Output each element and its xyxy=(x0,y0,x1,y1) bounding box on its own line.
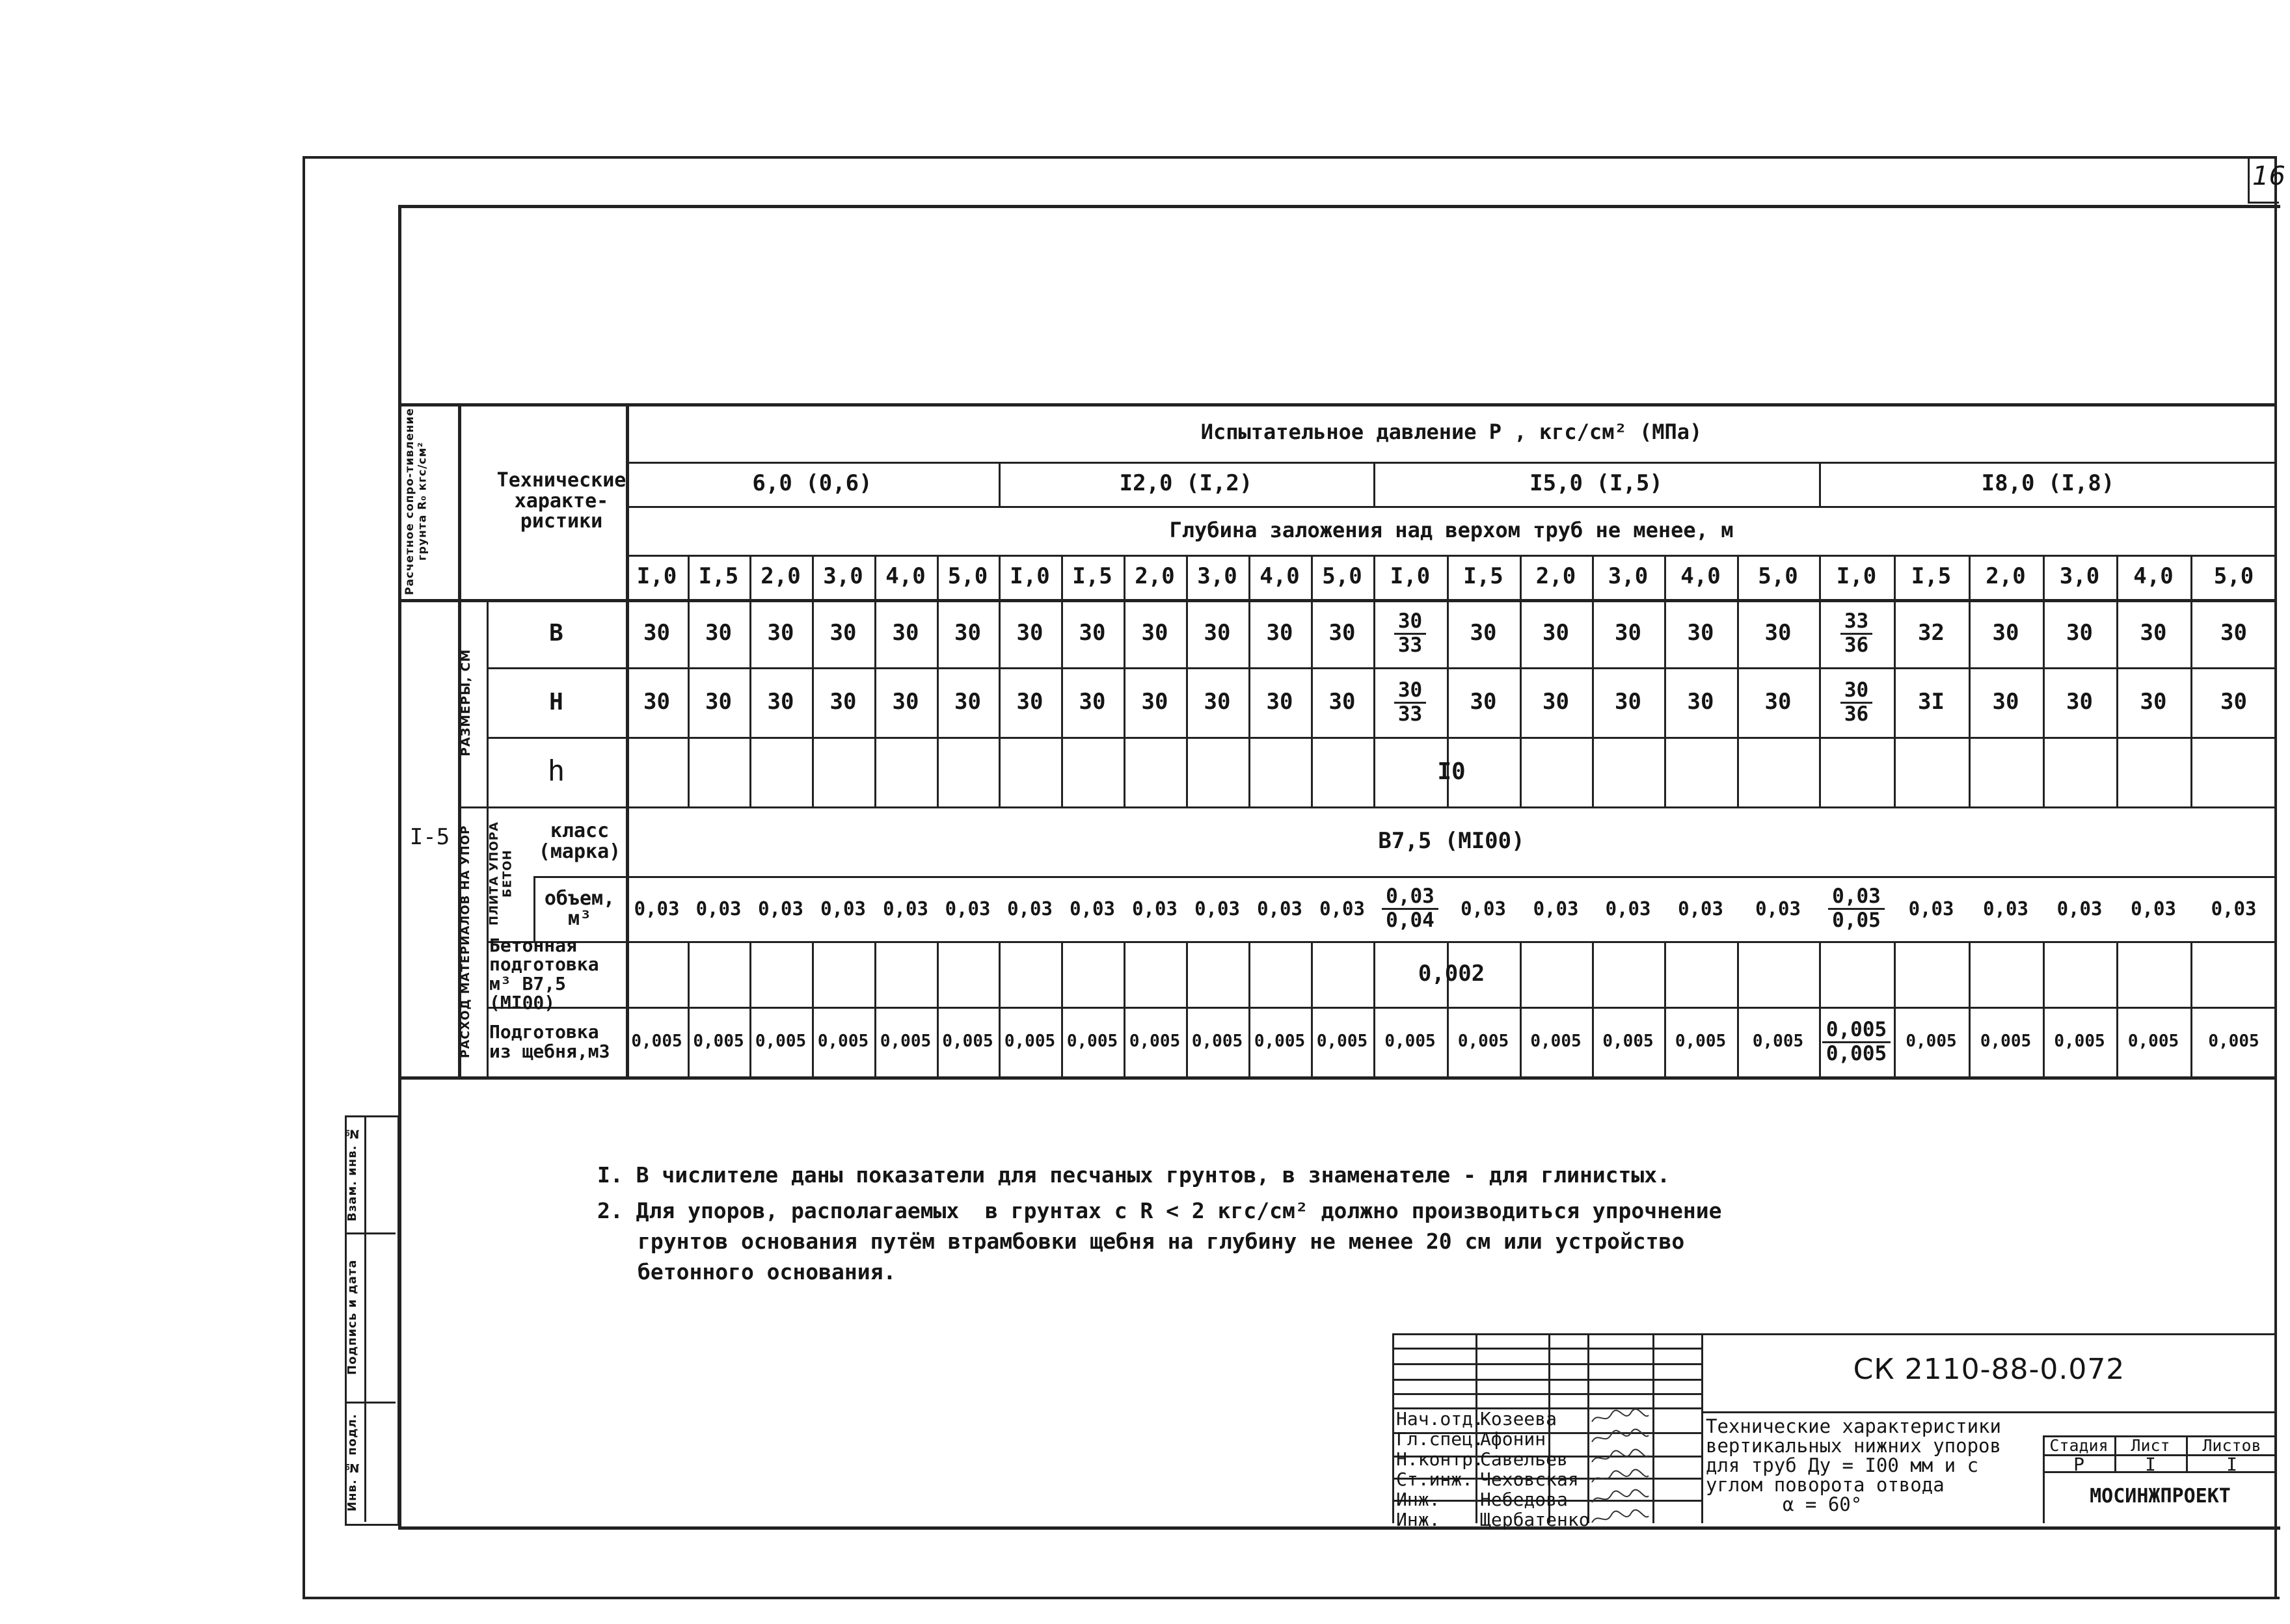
tb-name-5: Щербатенко xyxy=(1480,1509,1590,1530)
row_H-cell-19: 3I xyxy=(1918,688,1945,715)
depth-value-14: 2,0 xyxy=(1535,563,1576,590)
tb-role-1: Гл.спец. xyxy=(1396,1428,1484,1450)
row_H-cell-12 xyxy=(1373,667,1447,737)
row_volume-cell-22: 0,03 xyxy=(2131,897,2176,920)
row-hsmall-value: I0 xyxy=(1437,758,1466,785)
row_gravel-cell-9: 0,005 xyxy=(1191,1031,1243,1051)
soil-resistance-header: Расчетное сопро-тивление грунта R₀ кгс/см² xyxy=(403,407,429,595)
row_volume-cell-8: 0,03 xyxy=(1132,897,1178,920)
row_B-cell-7: 30 xyxy=(1079,619,1106,646)
row_H-cell-6: 30 xyxy=(1016,688,1044,715)
replace-inv-label: Взам. инв. № xyxy=(345,1126,359,1222)
depth-value-20: 2,0 xyxy=(1986,563,2026,590)
row_B-cell-21: 30 xyxy=(2066,619,2093,646)
row_H-cell-9: 30 xyxy=(1204,688,1231,715)
row_H-denominator-12: 33 xyxy=(1397,702,1423,726)
row_B-cell-15: 30 xyxy=(1615,619,1641,646)
row_volume-cell-9: 0,03 xyxy=(1194,897,1240,920)
depth-value-13: I,5 xyxy=(1463,563,1503,590)
depth-value-9: 3,0 xyxy=(1197,563,1237,590)
depth-value-11: 5,0 xyxy=(1322,563,1362,590)
sheet-value: I xyxy=(2145,1454,2156,1475)
row_H-cell-22: 30 xyxy=(2140,688,2167,715)
row-hsmall-label: h xyxy=(547,754,565,788)
row_gravel-cell-8: 0,005 xyxy=(1129,1031,1181,1051)
row_B-cell-22: 30 xyxy=(2140,619,2167,646)
note-2-line-1: 2. Для упоров, располагаемых в грунтах с R < 2 кгс/см² должно производиться упрочнение xyxy=(597,1198,1722,1223)
stage-label: Стадия xyxy=(2049,1436,2108,1455)
row_gravel-cell-23: 0,005 xyxy=(2208,1031,2259,1051)
row_H-cell-16: 30 xyxy=(1687,688,1714,715)
sign-date-label: Подпись и дата xyxy=(345,1259,359,1375)
row_volume-cell-3: 0,03 xyxy=(820,897,866,920)
row_B-cell-0: 30 xyxy=(643,619,670,646)
row_volume-fraction-12 xyxy=(1382,886,1438,931)
row_H-cell-2: 30 xyxy=(767,688,794,715)
row_volume-cell-19: 0,03 xyxy=(1908,897,1954,920)
tb-title-2: вертикальных нижних упоров xyxy=(1706,1435,2001,1457)
table-bottom-line xyxy=(401,1076,2277,1080)
row_H-cell-17: 30 xyxy=(1764,688,1792,715)
tb-col-line-3 xyxy=(1652,1333,1654,1523)
depth-value-1: I,5 xyxy=(698,563,739,590)
depth-value-16: 4,0 xyxy=(1680,563,1721,590)
pressure-group-2: I5,0 (I,5) xyxy=(1529,470,1663,497)
soil-value: I-5 xyxy=(409,824,450,851)
sheet-label: Лист xyxy=(2131,1436,2170,1455)
row_B-cell-4: 30 xyxy=(892,619,919,646)
sheets-label: Листов xyxy=(2202,1436,2261,1455)
doc-code: СК 2110-88-0.072 xyxy=(1853,1353,2125,1386)
depth-value-3: 3,0 xyxy=(823,563,863,590)
row_B-cell-17: 30 xyxy=(1764,619,1792,646)
row_H-numerator-18: 30 xyxy=(1840,680,1872,704)
row_gravel-cell-19: 0,005 xyxy=(1906,1031,1957,1051)
row_H-cell-0: 30 xyxy=(643,688,670,715)
row_volume-denominator-18: 0,05 xyxy=(1832,909,1881,932)
tb-top xyxy=(1392,1333,2277,1335)
tb-name-4: Небедова xyxy=(1480,1489,1568,1510)
row_B-cell-8: 30 xyxy=(1141,619,1168,646)
row_gravel-denominator-18: 0,005 xyxy=(1825,1041,1887,1065)
row_gravel-cell-10: 0,005 xyxy=(1254,1031,1306,1051)
row_volume-cell-13: 0,03 xyxy=(1461,897,1506,920)
row_gravel-cell-13: 0,005 xyxy=(1457,1031,1509,1051)
row_H-cell-15: 30 xyxy=(1615,688,1641,715)
row_B-cell-9: 30 xyxy=(1204,619,1231,646)
row_gravel-cell-18 xyxy=(1819,1007,1894,1076)
row_H-cell-11: 30 xyxy=(1328,688,1356,715)
depth-value-4: 4,0 xyxy=(885,563,926,590)
tb-code-line xyxy=(1701,1411,2277,1413)
row_B-cell-18 xyxy=(1819,599,1894,667)
row_volume-fraction-18 xyxy=(1828,886,1885,931)
row_volume-cell-6: 0,03 xyxy=(1007,897,1053,920)
row_gravel-cell-2: 0,005 xyxy=(755,1031,807,1051)
row_H-cell-3: 30 xyxy=(829,688,857,715)
row_volume-cell-2: 0,03 xyxy=(758,897,803,920)
row_gravel-cell-6: 0,005 xyxy=(1004,1031,1056,1051)
sheets-value: I xyxy=(2226,1454,2237,1475)
signature-3 xyxy=(1589,1468,1650,1487)
row_gravel-cell-16: 0,005 xyxy=(1675,1031,1727,1051)
depth-value-6: I,0 xyxy=(1010,563,1050,590)
row_volume-cell-12 xyxy=(1373,876,1447,941)
row_H-numerator-12: 30 xyxy=(1394,680,1426,704)
inv-no-label: Инв. № подл. xyxy=(345,1413,359,1512)
row_B-cell-13: 30 xyxy=(1470,619,1497,646)
row-volume-label: объем, м³ xyxy=(544,886,615,930)
tb-row-line-0 xyxy=(1392,1348,1701,1350)
row_B-cell-10: 30 xyxy=(1266,619,1293,646)
row_H-cell-8: 30 xyxy=(1141,688,1168,715)
row_volume-cell-0: 0,03 xyxy=(634,897,680,920)
row_gravel-cell-15: 0,005 xyxy=(1602,1031,1654,1051)
row_volume-denominator-12: 0,04 xyxy=(1386,909,1435,932)
row_volume-cell-15: 0,03 xyxy=(1605,897,1651,920)
row_B-cell-2: 30 xyxy=(767,619,794,646)
depth-value-19: I,5 xyxy=(1911,563,1952,590)
depth-value-22: 4,0 xyxy=(2133,563,2174,590)
group-materials-label: РАСХОД МАТЕРИАЛОВ НА УПОР xyxy=(459,825,472,1058)
row_volume-cell-11: 0,03 xyxy=(1319,897,1365,920)
row_gravel-numerator-18: 0,005 xyxy=(1822,1019,1891,1043)
row_H-cell-1: 30 xyxy=(705,688,732,715)
row_gravel-cell-1: 0,005 xyxy=(693,1031,744,1051)
row_H-fraction-18 xyxy=(1840,680,1872,725)
stage-value: Р xyxy=(2073,1454,2084,1475)
row_gravel-cell-22: 0,005 xyxy=(2127,1031,2179,1051)
tb-row-line-2 xyxy=(1392,1379,1701,1381)
row_H-cell-14: 30 xyxy=(1542,688,1569,715)
row_B-cell-23: 30 xyxy=(2220,619,2247,646)
row_gravel-cell-7: 0,005 xyxy=(1066,1031,1118,1051)
depth-value-15: 3,0 xyxy=(1608,563,1649,590)
signature-4 xyxy=(1589,1488,1650,1508)
row_volume-cell-23: 0,03 xyxy=(2211,897,2257,920)
row_gravel-cell-5: 0,005 xyxy=(942,1031,993,1051)
row_B-fraction-18 xyxy=(1840,611,1872,656)
row_H-denominator-18: 36 xyxy=(1844,702,1869,726)
signature-0 xyxy=(1589,1407,1650,1427)
depth-header: Глубина заложения над верхом труб не менее, м xyxy=(1169,517,1734,542)
tb-title-4: углом поворота отвода xyxy=(1706,1474,1945,1496)
tb-role-3: Ст.инж. xyxy=(1396,1469,1474,1490)
row_B-cell-16: 30 xyxy=(1687,619,1714,646)
depth-value-17: 5,0 xyxy=(1758,563,1798,590)
group-sizes-label: РАЗМЕРЫ, СМ xyxy=(459,648,473,757)
tb-role-2: Н.контр. xyxy=(1396,1448,1484,1470)
row-prep-value: 0,002 xyxy=(1418,960,1485,987)
row_B-cell-20: 30 xyxy=(1992,619,2019,646)
row_volume-cell-7: 0,03 xyxy=(1070,897,1115,920)
row_gravel-cell-3: 0,005 xyxy=(817,1031,869,1051)
sheet-number: 16 xyxy=(2252,161,2285,191)
row_B-cell-14: 30 xyxy=(1542,619,1569,646)
row-prep-label: Бетонная подготовка м³ В7,5 (МI00) xyxy=(489,934,599,1013)
depth-value-2: 2,0 xyxy=(761,563,801,590)
row_H-cell-23: 30 xyxy=(2220,688,2247,715)
tb-title-5: α = 60° xyxy=(1783,1493,1863,1515)
tb-left xyxy=(1392,1333,1394,1523)
row_B-cell-19: 32 xyxy=(1918,619,1945,646)
row_gravel-cell-0: 0,005 xyxy=(631,1031,682,1051)
row_gravel-cell-4: 0,005 xyxy=(880,1031,932,1051)
row-gravel-label: Подготовка из щебня,м3 xyxy=(489,1021,610,1062)
signature-1 xyxy=(1589,1428,1650,1447)
tb-role-4: Инж. xyxy=(1396,1489,1440,1510)
row_B-denominator-12: 33 xyxy=(1397,633,1423,657)
depth-value-10: 4,0 xyxy=(1260,563,1300,590)
row_B-cell-12 xyxy=(1373,599,1447,667)
row-class-label: класс (марка) xyxy=(538,819,621,863)
depth-value-5: 5,0 xyxy=(947,563,988,590)
row_B-numerator-18: 33 xyxy=(1840,611,1872,635)
row_B-denominator-18: 36 xyxy=(1844,633,1869,657)
row-h-label: Н xyxy=(549,688,563,715)
row_H-cell-20: 30 xyxy=(1992,688,2019,715)
signature-5 xyxy=(1589,1508,1650,1528)
row_B-fraction-12 xyxy=(1394,611,1426,656)
row_gravel-cell-12: 0,005 xyxy=(1384,1031,1436,1051)
row_B-cell-5: 30 xyxy=(954,619,981,646)
row_B-cell-1: 30 xyxy=(705,619,732,646)
pressure-group-0: 6,0 (0,6) xyxy=(752,470,872,497)
depth-value-0: I,0 xyxy=(636,563,677,590)
row_H-cell-21: 30 xyxy=(2066,688,2093,715)
depth-value-12: I,0 xyxy=(1390,563,1431,590)
row_B-cell-3: 30 xyxy=(829,619,857,646)
tech-header: Технические характе-ристики xyxy=(496,469,626,533)
note-2-line-2: грунтов основания путём втрамбовки щебня на глубину не менее 20 см или устройство xyxy=(638,1229,1685,1254)
depth-value-7: I,5 xyxy=(1072,563,1112,590)
row_volume-cell-14: 0,03 xyxy=(1533,897,1579,920)
row_H-cell-13: 30 xyxy=(1470,688,1497,715)
row-class-value: В7,5 (МI00) xyxy=(1378,827,1525,854)
title-block xyxy=(1392,1333,2277,1530)
tb-role-5: Инж. xyxy=(1396,1509,1440,1530)
organization: МОСИНЖПРОЕКТ xyxy=(2090,1485,2231,1508)
row_volume-cell-17: 0,03 xyxy=(1755,897,1801,920)
row_gravel-cell-21: 0,005 xyxy=(2054,1031,2105,1051)
note-1: I. В числителе даны показатели для песчаных грунтов, в знаменателе - для глинистых. xyxy=(597,1162,1671,1188)
row-b-label: В xyxy=(549,619,563,646)
row_H-cell-10: 30 xyxy=(1266,688,1293,715)
row_gravel-fraction-18 xyxy=(1822,1019,1891,1064)
depth-value-23: 5,0 xyxy=(2213,563,2254,590)
row_gravel-cell-20: 0,005 xyxy=(1980,1031,2032,1051)
tb-role-0: Нач.отд. xyxy=(1396,1408,1484,1430)
depth-value-21: 3,0 xyxy=(2059,563,2100,590)
row_volume-cell-20: 0,03 xyxy=(1983,897,2028,920)
depth-value-8: 2,0 xyxy=(1135,563,1175,590)
row_H-cell-5: 30 xyxy=(954,688,981,715)
row_volume-cell-21: 0,03 xyxy=(2056,897,2103,920)
row_H-cell-18 xyxy=(1819,667,1894,737)
row_volume-cell-4: 0,03 xyxy=(883,897,928,920)
row_volume-cell-1: 0,03 xyxy=(695,897,742,920)
row_volume-cell-18 xyxy=(1819,876,1894,941)
row_H-fraction-12 xyxy=(1394,680,1426,725)
row_volume-cell-16: 0,03 xyxy=(1678,897,1723,920)
note-2-line-3: бетонного основания. xyxy=(638,1259,896,1285)
row_B-cell-6: 30 xyxy=(1016,619,1044,646)
pressure-header: Испытательное давление P , кгс/см² (МПа) xyxy=(1200,419,1703,445)
tb-name-1: Афонин xyxy=(1480,1428,1546,1450)
row_gravel-cell-14: 0,005 xyxy=(1530,1031,1582,1051)
tb-name-3: Чеховская xyxy=(1480,1469,1579,1490)
depth-value-18: I,0 xyxy=(1836,563,1877,590)
tb-title-3: для труб Ду = I00 мм и с xyxy=(1706,1454,1979,1476)
row_volume-numerator-12: 0,03 xyxy=(1382,886,1438,910)
row_volume-numerator-18: 0,03 xyxy=(1828,886,1885,910)
tb-title-1: Технические характеристики xyxy=(1706,1415,2001,1437)
pressure-group-1: I2,0 (I,2) xyxy=(1119,470,1253,497)
row_B-cell-11: 30 xyxy=(1328,619,1356,646)
row_gravel-cell-11: 0,005 xyxy=(1316,1031,1368,1051)
row_H-cell-7: 30 xyxy=(1079,688,1106,715)
row_volume-cell-5: 0,03 xyxy=(945,897,991,920)
row_H-cell-4: 30 xyxy=(892,688,919,715)
tb-name-2: Савельев xyxy=(1480,1448,1568,1470)
tb-row-line-1 xyxy=(1392,1363,1701,1365)
tb-name-0: Козеева xyxy=(1480,1408,1557,1430)
signature-2 xyxy=(1589,1448,1650,1467)
row_gravel-cell-17: 0,005 xyxy=(1752,1031,1804,1051)
pressure-group-3: I8,0 (I,8) xyxy=(1981,470,2115,497)
row_B-numerator-12: 30 xyxy=(1394,611,1426,635)
tb-row-line-3 xyxy=(1392,1393,1701,1395)
row_volume-cell-10: 0,03 xyxy=(1257,897,1302,920)
group-slab-label: ПЛИТА УПОРА БЕТОН xyxy=(487,821,515,926)
